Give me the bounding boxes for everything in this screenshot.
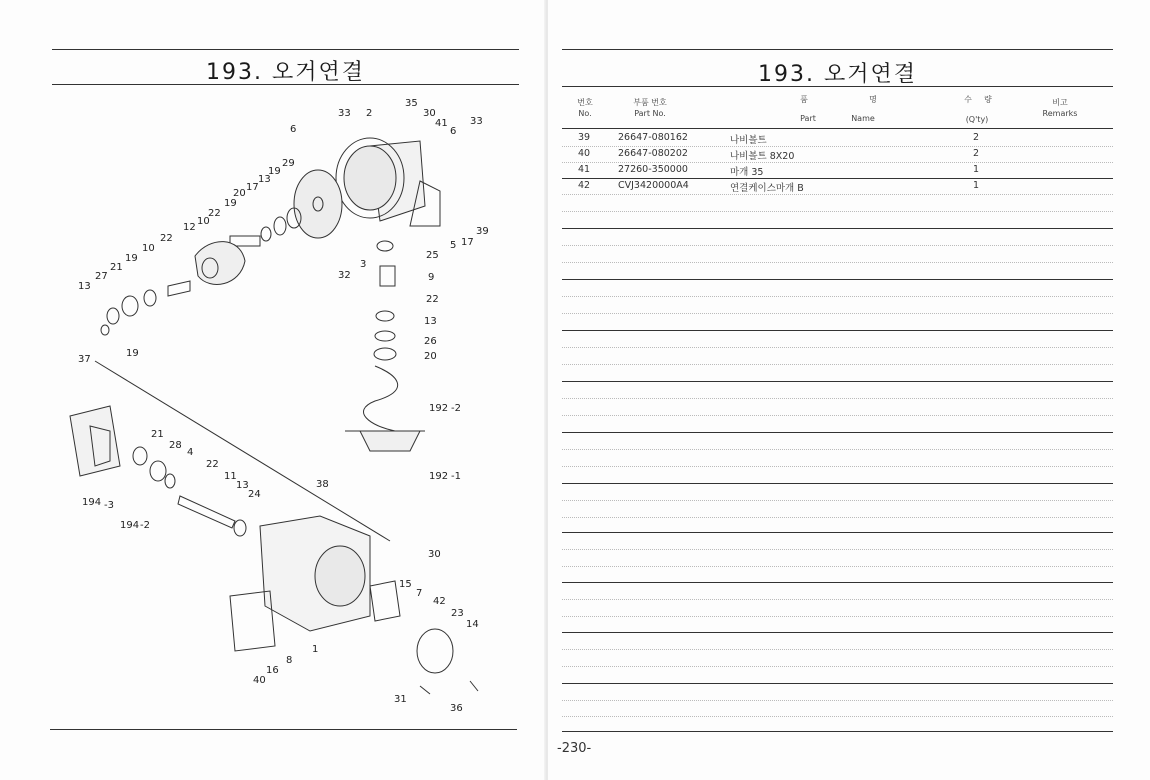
row-name: 마개 35 — [730, 167, 764, 178]
callout-33: 33 — [470, 116, 483, 127]
callout-23: 23 — [451, 608, 464, 619]
row-divider — [562, 632, 1113, 633]
flange — [370, 581, 400, 621]
row-divider — [562, 245, 1113, 246]
header-part-no-en: Part No. — [634, 109, 666, 118]
callout-28: 28 — [169, 440, 182, 451]
diagram-title: 193. 오거연결 — [206, 60, 365, 85]
callout-1: 1 — [312, 644, 319, 655]
auger-screw — [345, 366, 425, 451]
left-page — [0, 0, 548, 780]
row-divider — [562, 466, 1113, 467]
row-divider — [562, 330, 1113, 331]
header-no-en: No. — [578, 109, 592, 118]
callout-10: 10 — [142, 243, 155, 254]
callout-minus-1: -1 — [451, 471, 461, 482]
row-divider — [562, 599, 1113, 600]
nut — [107, 308, 119, 324]
header-qty-kr-1: 수 — [964, 95, 972, 104]
row-divider — [562, 296, 1113, 297]
callout-minus-3: -3 — [104, 500, 114, 511]
header-qty-en: (Q'ty) — [965, 115, 989, 124]
callout-11: 11 — [224, 471, 237, 482]
row-divider — [562, 649, 1113, 650]
callout-192: 192 — [429, 471, 449, 482]
row-no: 39 — [578, 132, 591, 143]
callout-19: 19 — [126, 348, 139, 359]
seal-ring — [133, 447, 147, 465]
callout-minus-2: -2 — [451, 403, 461, 414]
row-qty: 2 — [973, 132, 980, 143]
callout-24: 24 — [248, 489, 261, 500]
row-divider — [562, 700, 1113, 701]
header-remarks — [1040, 97, 1080, 119]
callout-15: 15 — [399, 579, 412, 590]
vertical-stack — [374, 241, 396, 360]
left-lower-housing — [70, 406, 120, 476]
row-part-no: CVJ3420000A4 — [618, 180, 689, 191]
row-name: 연결케이스마개 B — [730, 183, 804, 194]
callout-21: 21 — [110, 262, 123, 273]
callout-3: 3 — [360, 259, 367, 270]
row-divider — [562, 666, 1113, 667]
ring — [165, 474, 175, 488]
row-no: 42 — [578, 180, 591, 191]
callout-minus-2: -2 — [140, 520, 150, 531]
row-divider — [562, 381, 1113, 382]
callout-32: 32 — [338, 270, 351, 281]
header-no — [570, 97, 600, 119]
callout-38: 38 — [316, 479, 329, 490]
callout-21: 21 — [151, 429, 164, 440]
row-divider — [562, 194, 1113, 195]
row-divider — [562, 162, 1113, 163]
row-divider — [562, 716, 1113, 717]
row-divider — [562, 483, 1113, 484]
callout-194: 194 — [82, 497, 102, 508]
callout-29: 29 — [282, 158, 295, 169]
header-name-kr-2: 명 — [869, 95, 877, 104]
row-qty: 2 — [973, 148, 980, 159]
callout-13: 13 — [78, 281, 91, 292]
header-name-en-2: Name — [851, 114, 875, 123]
bearing — [274, 217, 286, 235]
row-part-no: 27260-350000 — [618, 164, 688, 175]
row-divider — [562, 313, 1113, 314]
callout-26: 26 — [424, 336, 437, 347]
callout-12: 12 — [183, 222, 196, 233]
bearing — [122, 296, 138, 316]
callout-19: 19 — [224, 198, 237, 209]
header-remarks-en: Remarks — [1042, 109, 1078, 118]
title-rule — [52, 84, 519, 85]
callout-35: 35 — [405, 98, 418, 109]
ring — [144, 290, 156, 306]
row-divider — [562, 432, 1113, 433]
row-divider — [562, 211, 1113, 212]
lid — [417, 629, 453, 673]
row-divider — [562, 683, 1113, 684]
row-divider — [562, 347, 1113, 348]
title-rule-right — [562, 86, 1113, 87]
assembly-line — [95, 361, 390, 541]
callout-17: 17 — [461, 237, 474, 248]
callout-14: 14 — [466, 619, 479, 630]
callout-41: 41 — [435, 118, 448, 129]
callout-19: 19 — [268, 166, 281, 177]
callout-13: 13 — [236, 480, 249, 491]
callout-4: 4 — [187, 447, 194, 458]
row-name: 나비볼트 — [730, 135, 767, 146]
table-title: 193. 오거연결 — [758, 62, 917, 87]
upper-housing — [336, 138, 440, 226]
callout-40: 40 — [253, 675, 266, 686]
row-no: 41 — [578, 164, 591, 175]
callout-192: 192 — [429, 403, 449, 414]
row-divider — [562, 517, 1113, 518]
callout-37: 37 — [78, 354, 91, 365]
bottom-rule-right — [562, 731, 1113, 732]
row-divider — [562, 146, 1113, 147]
row-divider — [562, 616, 1113, 617]
row-qty: 1 — [973, 164, 980, 175]
row-divider — [562, 364, 1113, 365]
callout-36: 36 — [450, 703, 463, 714]
washer — [101, 325, 109, 335]
callout-27: 27 — [95, 271, 108, 282]
top-rule-right — [562, 49, 1113, 50]
callout-2: 2 — [366, 108, 373, 119]
callout-7: 7 — [416, 588, 423, 599]
header-no-kr: 번호 — [577, 98, 593, 107]
callout-31: 31 — [394, 694, 407, 705]
pin-shaft — [168, 281, 190, 296]
callout-42: 42 — [433, 596, 446, 607]
row-divider — [562, 532, 1113, 533]
row-divider — [562, 582, 1113, 583]
row-part-no: 26647-080162 — [618, 132, 688, 143]
bearing — [234, 520, 246, 536]
callout-30: 30 — [428, 549, 441, 560]
callout-22: 22 — [206, 459, 219, 470]
header-rule — [562, 128, 1113, 129]
row-divider — [562, 279, 1113, 280]
row-part-no: 26647-080202 — [618, 148, 688, 159]
row-no: 40 — [578, 148, 591, 159]
row-divider — [562, 449, 1113, 450]
row-divider — [562, 549, 1113, 550]
callout-6: 6 — [290, 124, 297, 135]
header-qty-kr-2: 량 — [984, 95, 992, 104]
callout-17: 17 — [246, 182, 259, 193]
top-rule — [52, 49, 519, 50]
row-divider — [562, 566, 1113, 567]
callout-19: 19 — [125, 253, 138, 264]
callout-22: 22 — [426, 294, 439, 305]
row-divider — [562, 415, 1113, 416]
bolt — [470, 681, 478, 691]
callout-8: 8 — [286, 655, 293, 666]
header-name-en-1: Part — [800, 114, 816, 123]
snap-ring — [261, 227, 271, 241]
callout-20: 20 — [424, 351, 437, 362]
header-part-no-kr: 부품 번호 — [633, 98, 667, 107]
callout-39: 39 — [476, 226, 489, 237]
callout-22: 22 — [160, 233, 173, 244]
callout-25: 25 — [426, 250, 439, 261]
lower-shaft — [178, 496, 235, 528]
header-name-kr-1: 품 — [800, 95, 808, 104]
row-divider — [562, 500, 1113, 501]
bottom-rule — [50, 729, 517, 730]
row-name: 나비볼트 8X20 — [730, 151, 795, 162]
callout-194: 194 — [120, 520, 140, 531]
row-divider — [562, 262, 1113, 263]
callout-16: 16 — [266, 665, 279, 676]
callout-20: 20 — [233, 188, 246, 199]
bolt — [420, 686, 430, 694]
callout-9: 9 — [428, 272, 435, 283]
callout-30: 30 — [423, 108, 436, 119]
callout-5: 5 — [450, 240, 457, 251]
exploded-parts-diagram — [50, 86, 530, 726]
callout-13: 13 — [258, 174, 271, 185]
bearing — [150, 461, 166, 481]
lower-main-housing — [260, 516, 370, 631]
callout-6: 6 — [450, 126, 457, 137]
row-qty: 1 — [973, 180, 980, 191]
callout-13: 13 — [424, 316, 437, 327]
page-number: -230- — [557, 741, 592, 756]
callout-10: 10 — [197, 216, 210, 227]
auger-coupling — [195, 242, 245, 285]
callout-33: 33 — [338, 108, 351, 119]
header-part-no — [620, 97, 680, 119]
row-divider — [562, 178, 1113, 179]
callout-22: 22 — [208, 208, 221, 219]
callout-labels — [78, 98, 489, 714]
header-remarks-kr: 비고 — [1052, 98, 1068, 107]
row-divider — [562, 228, 1113, 229]
upper-disc — [294, 170, 342, 238]
row-divider — [562, 398, 1113, 399]
